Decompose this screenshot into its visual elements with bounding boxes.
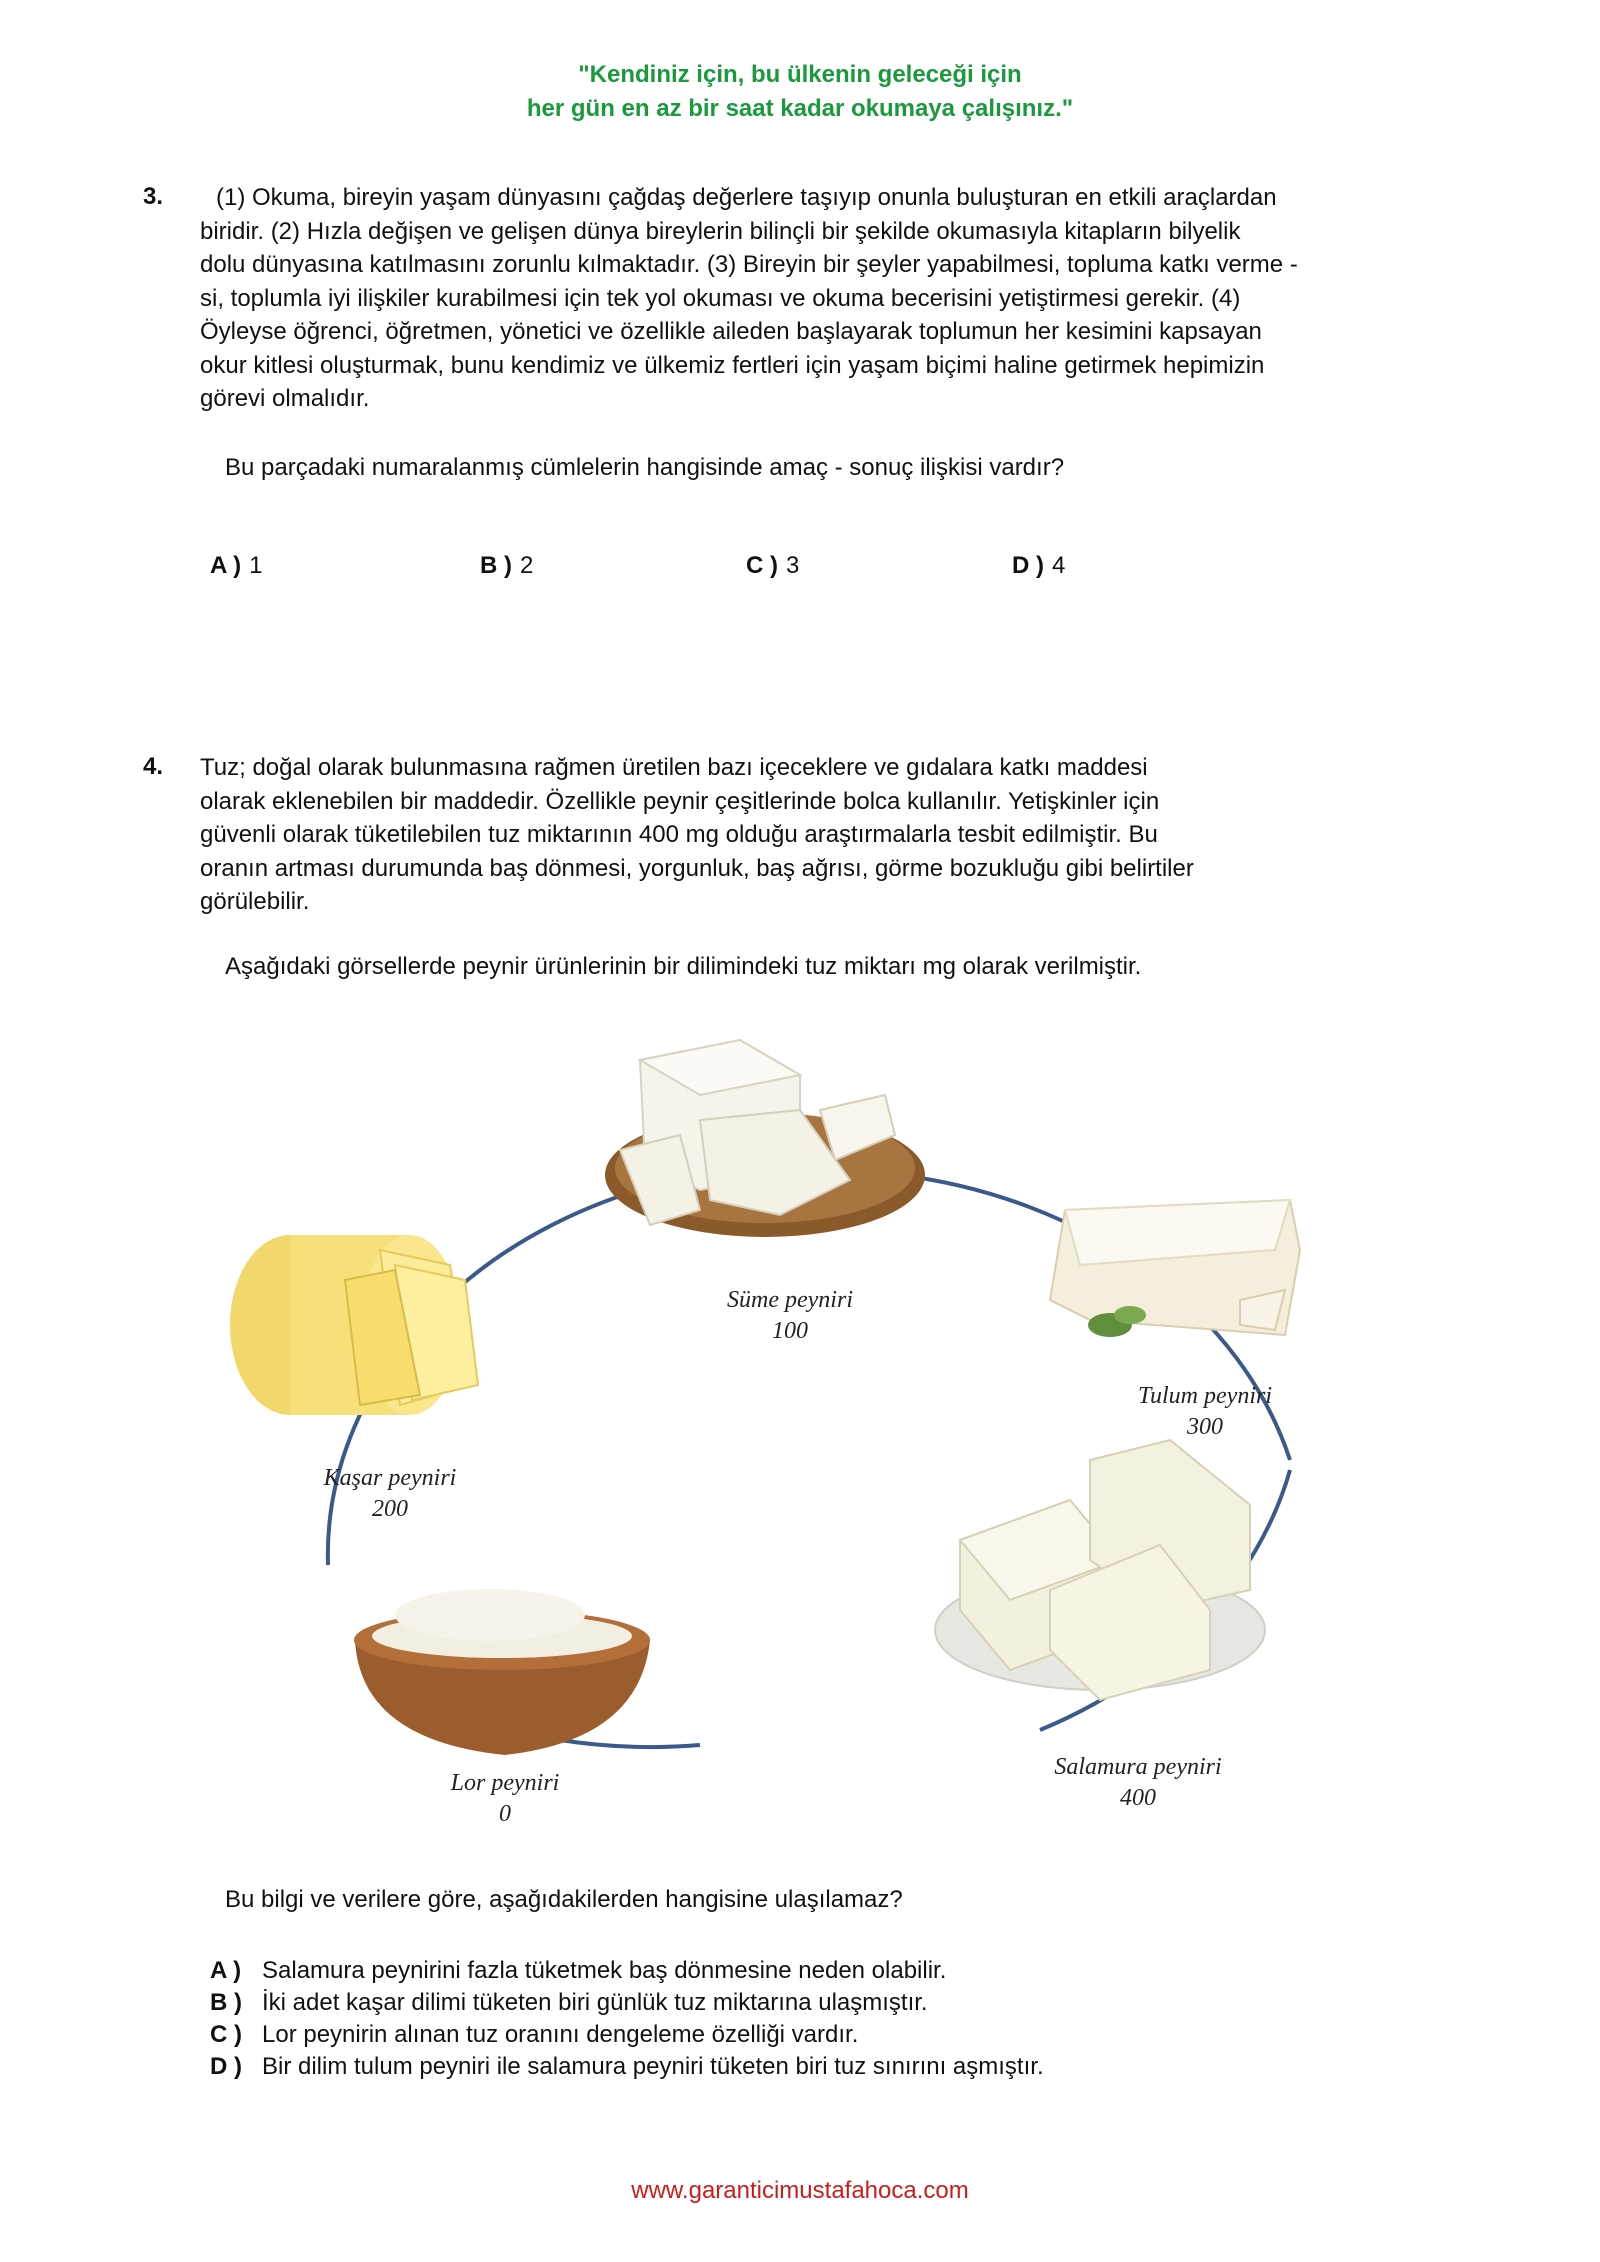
cheese-label-kasar bbox=[290, 1463, 490, 1525]
ring-arc-bottom bbox=[560, 1740, 700, 1747]
footer-website-link[interactable]: www.garanticimustafahoca.com bbox=[631, 2177, 969, 2204]
cheese-name: Salamura peyniri bbox=[1054, 1754, 1222, 1780]
option-text: Lor peynirin alınan tuz oranını dengeleme özelliği vardır. bbox=[262, 2021, 859, 2048]
kasar-cheese-image bbox=[230, 1235, 478, 1415]
option-key: C ) bbox=[746, 552, 778, 579]
passage-line: (1) Okuma, bireyin yaşam dünyasını çağdaş değerlere taşıyıp onunla buluşturan en etkili araçlardan bbox=[216, 184, 1277, 211]
option-text: 2 bbox=[520, 552, 534, 579]
option-text: 1 bbox=[249, 552, 263, 579]
question-3-number: 3. bbox=[143, 183, 164, 210]
passage-line: Öyleyse öğrenci, öğretmen, yönetici ve özellikle aileden başlayarak toplumun her kesimini kapsayan bbox=[200, 318, 1262, 345]
option-key: B ) bbox=[210, 1989, 242, 2016]
cheese-label-tulum bbox=[1105, 1381, 1305, 1443]
cheese-salt-value: 400 bbox=[1120, 1785, 1156, 1811]
question-4-option-a[interactable] bbox=[210, 1955, 1044, 1987]
cheese-name: Lor peyniri bbox=[450, 1770, 560, 1796]
question-3-option-a[interactable] bbox=[210, 552, 262, 580]
option-text: Salamura peynirini fazla tüketmek baş dönmesine neden olabilir. bbox=[262, 1957, 947, 1984]
question-3-option-b[interactable] bbox=[480, 552, 533, 580]
option-text: Bir dilim tulum peyniri ile salamura peyniri tüketen biri tuz sınırını aşmıştır. bbox=[262, 2053, 1044, 2080]
passage-line: olarak eklenebilen bir maddedir. Özellikle peynir çeşitlerinde bolca kullanılır. Yetişkinler için bbox=[200, 787, 1160, 815]
passage-line: dolu dünyasına katılmasını zorunlu kılmaktadır. (3) Bireyin bir şeyler yapabilmesi, topluma katkı verme - bbox=[200, 251, 1298, 278]
passage-line: biridir. (2) Hızla değişen ve gelişen dünya bireylerin bilinçli bir şekilde okumasıyla kitapların bilyelik bbox=[200, 217, 1241, 245]
question-4-prompt: Bu bilgi ve verilere göre, aşağıdakilerden hangisine ulaşılamaz? bbox=[225, 1886, 903, 1913]
question-4-option-b[interactable] bbox=[210, 1987, 1044, 2019]
passage-line: görevi olmalıdır. bbox=[200, 385, 370, 412]
header-line-2: her gün en az bir saat kadar okumaya çalışınız." bbox=[526, 95, 1074, 122]
question-4-passage bbox=[200, 751, 1194, 919]
cheese-diagram bbox=[0, 1000, 1600, 1800]
passage-line: si, toplumla iyi ilişkiler kurabilmesi için tek yol okuması ve okuma becerisini yetiştirmesi gerekir. (4) bbox=[200, 284, 1241, 312]
option-text: 4 bbox=[1052, 552, 1066, 579]
cheese-salt-value: 300 bbox=[1187, 1414, 1223, 1440]
salamura-cheese-image bbox=[935, 1440, 1265, 1700]
question-4-option-d[interactable] bbox=[210, 2051, 1044, 2083]
cheese-name: Kaşar peyniri bbox=[323, 1465, 457, 1491]
cheese-name: Süme peyniri bbox=[727, 1287, 853, 1313]
cheese-salt-value: 200 bbox=[372, 1496, 408, 1522]
question-3-option-d[interactable] bbox=[1012, 552, 1065, 580]
cheese-name: Tulum peyniri bbox=[1137, 1383, 1272, 1409]
sume-cheese-image bbox=[605, 1040, 925, 1237]
cheese-label-sume bbox=[690, 1285, 890, 1347]
option-text: 3 bbox=[786, 552, 800, 579]
question-4-options bbox=[210, 1955, 1044, 2083]
passage-line: görülebilir. bbox=[200, 888, 310, 915]
header-quote bbox=[0, 58, 1600, 126]
lor-cheese-image bbox=[354, 1589, 650, 1755]
option-key: D ) bbox=[1012, 552, 1044, 579]
passage-line: oranın artması durumunda baş dönmesi, yorgunluk, baş ağrısı, görme bozukluğu gibi belirtiler bbox=[200, 854, 1194, 882]
cheese-salt-value: 100 bbox=[772, 1318, 808, 1344]
question-3-option-c[interactable] bbox=[746, 552, 799, 580]
passage-line: okur kitlesi oluşturmak, bunu kendimiz ve ülkemiz fertleri için yaşam biçimi haline getirmek hepimizin bbox=[200, 351, 1265, 379]
cheese-label-salamura bbox=[1038, 1752, 1238, 1814]
option-key: D ) bbox=[210, 2053, 242, 2080]
question-3-passage bbox=[200, 181, 1298, 416]
question-4-intro: Aşağıdaki görsellerde peynir ürünlerinin bir dilimindeki tuz miktarı mg olarak verilmiştir. bbox=[225, 953, 1142, 980]
question-3-prompt: Bu parçadaki numaralanmış cümlelerin hangisinde amaç - sonuç ilişkisi vardır? bbox=[225, 454, 1065, 481]
question-4-option-c[interactable] bbox=[210, 2019, 1044, 2051]
header-line-1: "Kendiniz için, bu ülkenin geleceği için bbox=[578, 61, 1022, 88]
cheese-label-lor bbox=[405, 1768, 605, 1830]
option-key: C ) bbox=[210, 2021, 242, 2048]
option-key: A ) bbox=[210, 552, 242, 579]
passage-line: güvenli olarak tüketilebilen tuz miktarının 400 mg olduğu araştırmalarla tesbit edilmiştir. Bu bbox=[200, 821, 1158, 848]
question-4-number: 4. bbox=[143, 753, 164, 780]
cheese-salt-value: 0 bbox=[499, 1801, 511, 1827]
option-key: B ) bbox=[480, 552, 512, 579]
passage-line: Tuz; doğal olarak bulunmasına rağmen üretilen bazı içeceklere ve gıdalara katkı maddesi bbox=[200, 754, 1148, 781]
option-text: İki adet kaşar dilimi tüketen biri günlük tuz miktarına ulaşmıştır. bbox=[262, 1989, 928, 2016]
tulum-cheese-image bbox=[1050, 1200, 1300, 1337]
option-key: A ) bbox=[210, 1957, 242, 1984]
